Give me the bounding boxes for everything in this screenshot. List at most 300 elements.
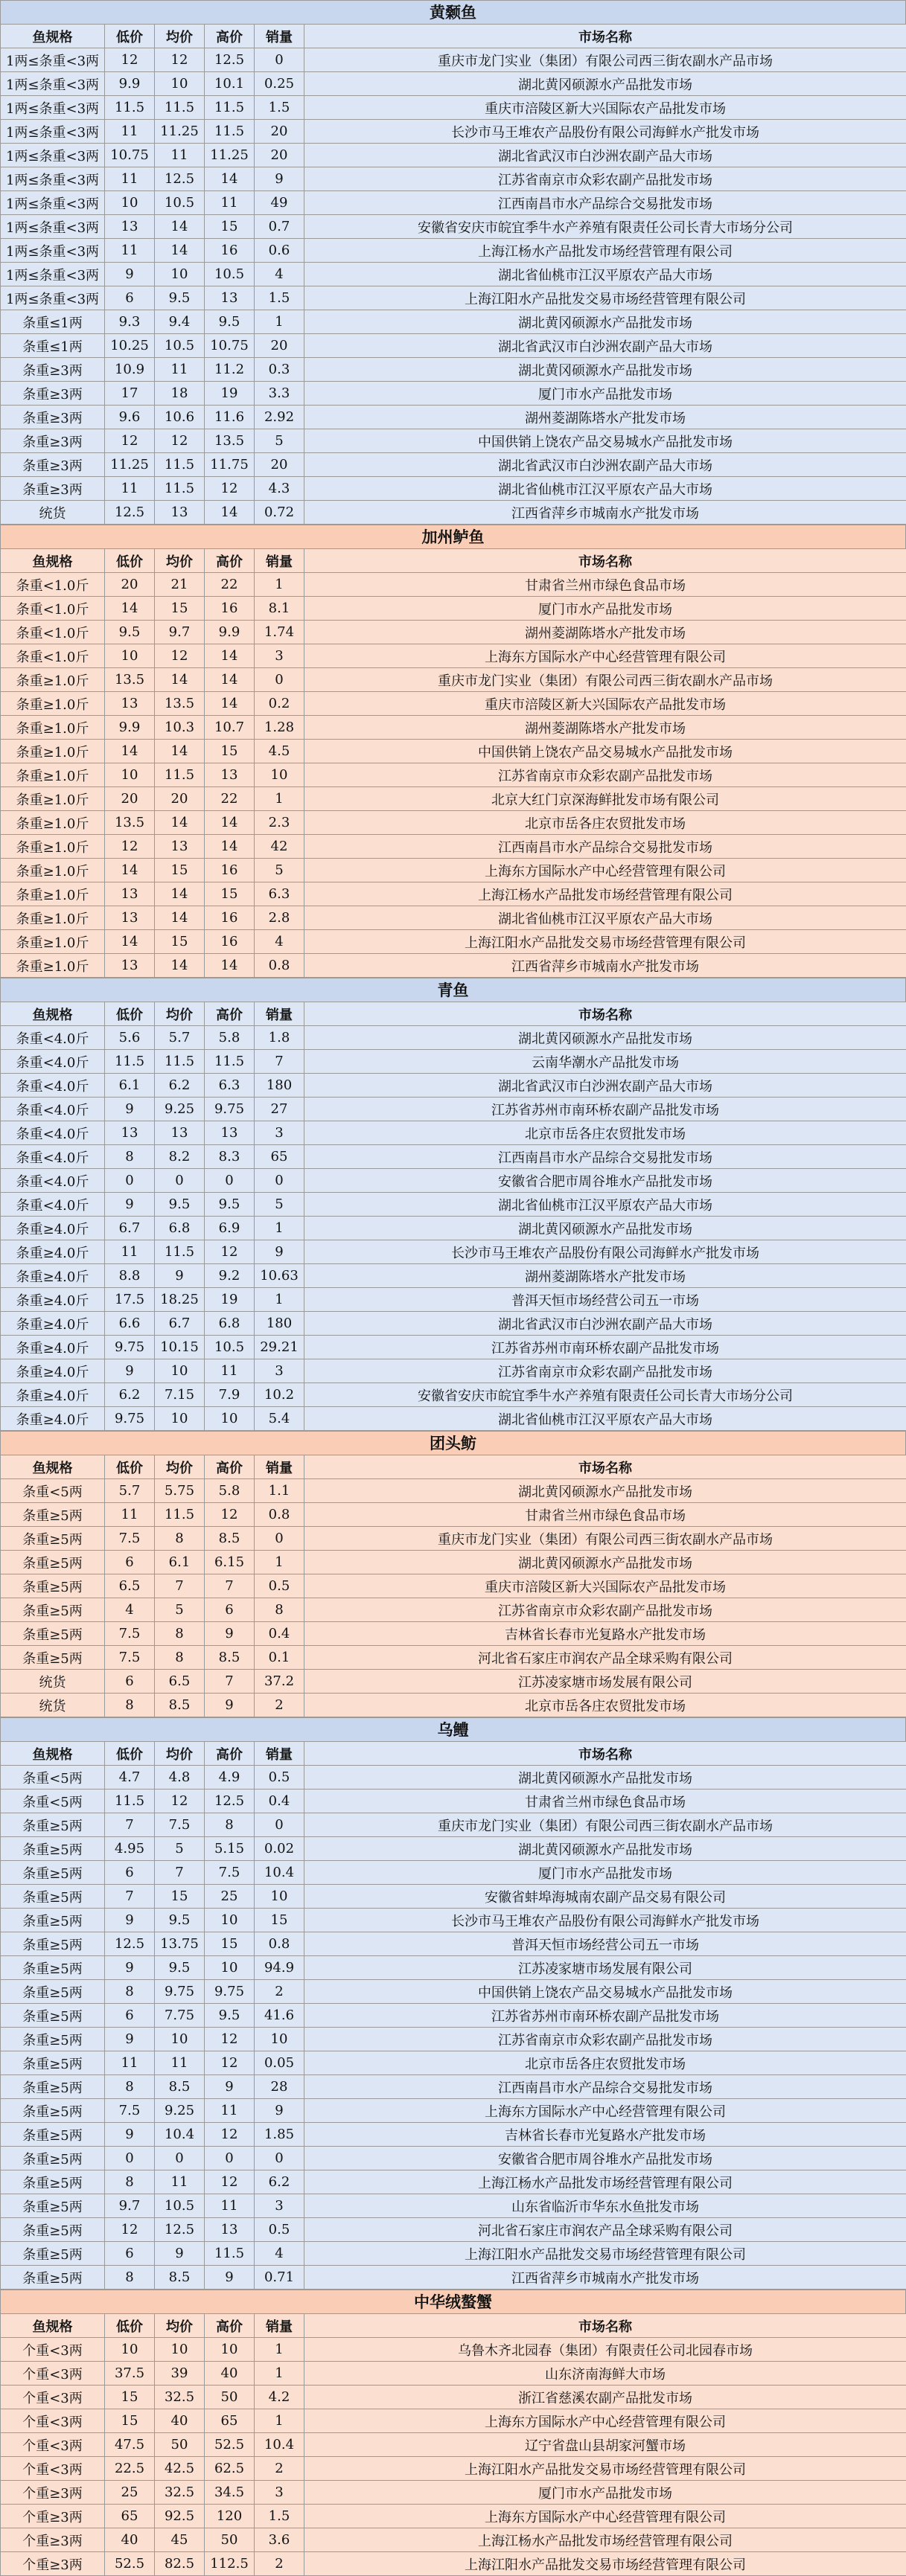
volume-cell: 8.1 xyxy=(255,597,304,621)
table-row xyxy=(1,382,906,406)
spec-cell: 条重≥5两 xyxy=(1,1574,105,1598)
table-row xyxy=(1,2362,906,2386)
low-price-cell: 8 xyxy=(105,1980,155,2004)
table-row xyxy=(1,2099,906,2123)
market-name-cell: 吉林省长春市光复路水产批发市场 xyxy=(304,2123,906,2147)
low-price-cell: 10.25 xyxy=(105,334,155,358)
avg-price-cell: 11.5 xyxy=(155,763,205,787)
low-price-cell: 9.6 xyxy=(105,406,155,429)
avg-price-cell: 50 xyxy=(155,2433,205,2457)
market-name-cell: 湖北省武汉市白沙洲农副产品大市场 xyxy=(304,334,906,358)
low-price-cell: 9.75 xyxy=(105,1336,155,1359)
table-row xyxy=(1,1145,906,1169)
table-row xyxy=(1,1288,906,1312)
high-price-cell: 16 xyxy=(205,239,255,263)
high-price-cell: 9.5 xyxy=(205,1193,255,1217)
market-name-cell: 湖北黄冈硕源水产品批发市场 xyxy=(304,1026,906,1050)
volume-cell: 0.5 xyxy=(255,2218,304,2242)
avg-price-cell: 14 xyxy=(155,882,205,906)
market-name-cell: 湖北黄冈硕源水产品批发市场 xyxy=(304,1766,906,1790)
table-row xyxy=(1,1527,906,1551)
spec-cell: 个重<3两 xyxy=(1,2409,105,2433)
volume-cell: 180 xyxy=(255,1074,304,1098)
table-row xyxy=(1,740,906,763)
market-name-cell: 湖北省仙桃市江汉平原农产品大市场 xyxy=(304,1407,906,1431)
volume-cell: 37.2 xyxy=(255,1670,304,1694)
high-price-cell: 8.3 xyxy=(205,1145,255,1169)
spec-cell: 统货 xyxy=(1,1694,105,1717)
high-price-cell: 12 xyxy=(205,1240,255,1264)
market-name-header: 市场名称 xyxy=(304,1742,906,1766)
volume-cell: 1 xyxy=(255,2338,304,2362)
volume-cell: 1.1 xyxy=(255,1479,304,1503)
low-price-cell: 9 xyxy=(105,1098,155,1121)
spec-cell: 条重≥3两 xyxy=(1,429,105,453)
high-price-cell: 52.5 xyxy=(205,2433,255,2457)
avg-price-header: 均价 xyxy=(155,1742,205,1766)
market-name-cell: 上海江阳水产品批发交易市场经营管理有限公司 xyxy=(304,286,906,310)
volume-cell: 10.63 xyxy=(255,1264,304,1288)
low-price-cell: 9 xyxy=(105,1193,155,1217)
table-row xyxy=(1,2218,906,2242)
volume-cell: 49 xyxy=(255,191,304,215)
table-row xyxy=(1,1121,906,1145)
spec-cell: 条重≥4.0斤 xyxy=(1,1264,105,1288)
market-name-cell: 湖北黄冈硕源水产品批发市场 xyxy=(304,310,906,334)
high-price-cell: 14 xyxy=(205,835,255,859)
avg-price-cell: 9 xyxy=(155,2242,205,2266)
table-row xyxy=(1,501,906,525)
volume-cell: 0.8 xyxy=(255,1503,304,1527)
low-price-cell: 7.5 xyxy=(105,1622,155,1646)
spec-cell: 条重≥1.0斤 xyxy=(1,954,105,978)
volume-cell: 10.4 xyxy=(255,1861,304,1885)
low-price-cell: 6.2 xyxy=(105,1383,155,1407)
volume-cell: 41.6 xyxy=(255,2004,304,2028)
low-price-cell: 8 xyxy=(105,2075,155,2099)
table-row xyxy=(1,1169,906,1193)
market-name-cell: 普洱天恒市场经营公司五一市场 xyxy=(304,1288,906,1312)
table-row xyxy=(1,2266,906,2290)
low-price-cell: 10 xyxy=(105,763,155,787)
avg-price-cell: 8 xyxy=(155,1527,205,1551)
market-name-cell: 湖北省武汉市白沙洲农副产品大市场 xyxy=(304,1074,906,1098)
high-price-cell: 10 xyxy=(205,1909,255,1932)
volume-cell: 10.2 xyxy=(255,1383,304,1407)
volume-cell: 0.05 xyxy=(255,2051,304,2075)
low-price-cell: 25 xyxy=(105,2481,155,2505)
market-name-cell: 湖北黄冈硕源水产品批发市场 xyxy=(304,72,906,96)
avg-price-cell: 13 xyxy=(155,1121,205,1145)
low-price-header: 低价 xyxy=(105,1455,155,1479)
volume-cell: 5 xyxy=(255,859,304,882)
table-row xyxy=(1,2123,906,2147)
avg-price-cell: 10.4 xyxy=(155,2123,205,2147)
high-price-cell: 14 xyxy=(205,811,255,835)
market-name-cell: 湖北黄冈硕源水产品批发市场 xyxy=(304,1479,906,1503)
low-price-cell: 10.9 xyxy=(105,358,155,382)
high-price-cell: 11 xyxy=(205,2194,255,2218)
table-row xyxy=(1,1479,906,1503)
market-name-cell: 重庆市龙门实业（集团）有限公司西三街农副水产品市场 xyxy=(304,48,906,72)
section-title: 黄颡鱼 xyxy=(0,0,906,24)
high-price-cell: 13 xyxy=(205,1121,255,1145)
volume-cell: 1 xyxy=(255,2362,304,2386)
high-price-cell: 9 xyxy=(205,2075,255,2099)
low-price-cell: 13 xyxy=(105,1121,155,1145)
high-price-cell: 8.5 xyxy=(205,1646,255,1670)
table-header-row xyxy=(1,549,906,573)
volume-cell: 0.5 xyxy=(255,1574,304,1598)
low-price-cell: 9.75 xyxy=(105,1407,155,1431)
spec-cell: 条重≥5两 xyxy=(1,1813,105,1837)
high-price-cell: 16 xyxy=(205,859,255,882)
table-row xyxy=(1,811,906,835)
table-row xyxy=(1,1670,906,1694)
high-price-cell: 11.6 xyxy=(205,406,255,429)
low-price-cell: 12 xyxy=(105,2218,155,2242)
high-price-cell: 9 xyxy=(205,1694,255,1717)
market-name-cell: 重庆市龙门实业（集团）有限公司西三街农副水产品市场 xyxy=(304,1813,906,1837)
volume-cell: 27 xyxy=(255,1098,304,1121)
price-table xyxy=(0,24,906,525)
high-price-cell: 10.7 xyxy=(205,716,255,740)
avg-price-cell: 82.5 xyxy=(155,2552,205,2576)
spec-cell: 条重≥5两 xyxy=(1,1646,105,1670)
spec-cell: 1两≤条重<3两 xyxy=(1,72,105,96)
market-name-cell: 江西省萍乡市城南水产批发市场 xyxy=(304,954,906,978)
avg-price-cell: 11.5 xyxy=(155,1050,205,1074)
low-price-cell: 14 xyxy=(105,859,155,882)
table-row xyxy=(1,716,906,740)
spec-cell: 条重≥5两 xyxy=(1,2242,105,2266)
high-price-cell: 7.9 xyxy=(205,1383,255,1407)
market-name-cell: 江西省萍乡市城南水产批发市场 xyxy=(304,2266,906,2290)
table-row xyxy=(1,1312,906,1336)
volume-cell: 10.4 xyxy=(255,2433,304,2457)
table-row xyxy=(1,144,906,167)
price-table xyxy=(0,1741,906,2290)
low-price-cell: 12 xyxy=(105,835,155,859)
avg-price-header: 均价 xyxy=(155,1455,205,1479)
volume-cell: 3 xyxy=(255,1121,304,1145)
low-price-cell: 12.5 xyxy=(105,501,155,525)
volume-header: 销量 xyxy=(255,1742,304,1766)
high-price-cell: 12 xyxy=(205,2123,255,2147)
market-name-cell: 上海东方国际水产中心经营管理有限公司 xyxy=(304,2099,906,2123)
high-price-cell: 5.8 xyxy=(205,1479,255,1503)
volume-cell: 1 xyxy=(255,1551,304,1574)
volume-cell: 15 xyxy=(255,1909,304,1932)
spec-cell: 条重≥5两 xyxy=(1,1551,105,1574)
table-header-row xyxy=(1,1742,906,1766)
low-price-cell: 9.3 xyxy=(105,310,155,334)
table-row xyxy=(1,215,906,239)
low-price-cell: 11 xyxy=(105,120,155,144)
spec-cell: 条重≥5两 xyxy=(1,1837,105,1861)
table-row xyxy=(1,1551,906,1574)
table-row xyxy=(1,906,906,930)
volume-cell: 20 xyxy=(255,453,304,477)
spec-header: 鱼规格 xyxy=(1,549,105,573)
table-row xyxy=(1,96,906,120)
avg-price-cell: 10 xyxy=(155,2338,205,2362)
spec-cell: 统货 xyxy=(1,1670,105,1694)
low-price-cell: 11 xyxy=(105,2051,155,2075)
spec-cell: 条重≥1.0斤 xyxy=(1,787,105,811)
volume-cell: 5 xyxy=(255,1193,304,1217)
low-price-cell: 9.9 xyxy=(105,716,155,740)
spec-cell: 个重≥3两 xyxy=(1,2481,105,2505)
section-1 xyxy=(0,0,906,525)
avg-price-cell: 9.75 xyxy=(155,1980,205,2004)
volume-cell: 9 xyxy=(255,167,304,191)
table-row xyxy=(1,2194,906,2218)
avg-price-cell: 4.8 xyxy=(155,1766,205,1790)
high-price-cell: 8.5 xyxy=(205,1527,255,1551)
volume-cell: 1 xyxy=(255,787,304,811)
volume-cell: 0 xyxy=(255,668,304,692)
volume-cell: 2.92 xyxy=(255,406,304,429)
table-row xyxy=(1,1861,906,1885)
low-price-cell: 10 xyxy=(105,191,155,215)
avg-price-cell: 9 xyxy=(155,1264,205,1288)
spec-cell: 条重<5两 xyxy=(1,1479,105,1503)
spec-cell: 条重≥1.0斤 xyxy=(1,763,105,787)
high-price-cell: 11 xyxy=(205,2099,255,2123)
table-row xyxy=(1,1837,906,1861)
high-price-cell: 15 xyxy=(205,882,255,906)
market-name-cell: 甘肃省兰州市绿色食品市场 xyxy=(304,573,906,597)
low-price-cell: 15 xyxy=(105,2386,155,2409)
spec-cell: 条重≥3两 xyxy=(1,382,105,406)
market-name-cell: 普洱天恒市场经营公司五一市场 xyxy=(304,1932,906,1956)
spec-cell: 条重≥4.0斤 xyxy=(1,1312,105,1336)
low-price-header: 低价 xyxy=(105,1742,155,1766)
spec-cell: 条重≤1两 xyxy=(1,334,105,358)
high-price-cell: 11 xyxy=(205,1359,255,1383)
high-price-cell: 11 xyxy=(205,191,255,215)
low-price-cell: 13.5 xyxy=(105,668,155,692)
low-price-cell: 5.6 xyxy=(105,1026,155,1050)
avg-price-cell: 13 xyxy=(155,501,205,525)
spec-header: 鱼规格 xyxy=(1,2314,105,2338)
market-name-cell: 厦门市水产品批发市场 xyxy=(304,2481,906,2505)
high-price-header: 高价 xyxy=(205,25,255,48)
avg-price-cell: 10.6 xyxy=(155,406,205,429)
high-price-cell: 19 xyxy=(205,1288,255,1312)
market-name-cell: 安徽省合肥市周谷堆水产品批发市场 xyxy=(304,2147,906,2170)
table-row xyxy=(1,263,906,286)
avg-price-cell: 14 xyxy=(155,740,205,763)
table-row xyxy=(1,1336,906,1359)
avg-price-cell: 9.4 xyxy=(155,310,205,334)
low-price-cell: 13 xyxy=(105,882,155,906)
table-row xyxy=(1,167,906,191)
market-name-cell: 长沙市马王堆农产品股份有限公司海鲜水产批发市场 xyxy=(304,1240,906,1264)
high-price-cell: 9.75 xyxy=(205,1980,255,2004)
avg-price-cell: 10.5 xyxy=(155,2194,205,2218)
volume-cell: 0.4 xyxy=(255,1622,304,1646)
spec-cell: 条重≥5两 xyxy=(1,2123,105,2147)
high-price-cell: 6 xyxy=(205,1598,255,1622)
avg-price-cell: 14 xyxy=(155,906,205,930)
avg-price-cell: 9.25 xyxy=(155,1098,205,1121)
high-price-header: 高价 xyxy=(205,1455,255,1479)
low-price-cell: 0 xyxy=(105,2147,155,2170)
table-row xyxy=(1,1813,906,1837)
spec-cell: 个重≥3两 xyxy=(1,2528,105,2552)
high-price-cell: 7.5 xyxy=(205,1861,255,1885)
market-name-cell: 北京市岳各庄农贸批发市场 xyxy=(304,1694,906,1717)
high-price-cell: 0 xyxy=(205,1169,255,1193)
low-price-cell: 6.1 xyxy=(105,1074,155,1098)
market-name-cell: 湖州菱湖陈塔水产批发市场 xyxy=(304,406,906,429)
market-name-cell: 江苏省南京市众彩农副产品批发市场 xyxy=(304,1359,906,1383)
market-name-header: 市场名称 xyxy=(304,1002,906,1026)
high-price-cell: 62.5 xyxy=(205,2457,255,2481)
spec-cell: 条重≤1两 xyxy=(1,310,105,334)
low-price-cell: 7.5 xyxy=(105,1646,155,1670)
table-header-row xyxy=(1,25,906,48)
volume-cell: 4 xyxy=(255,2242,304,2266)
table-row xyxy=(1,859,906,882)
spec-cell: 条重<5两 xyxy=(1,1790,105,1813)
table-row xyxy=(1,930,906,954)
low-price-cell: 9 xyxy=(105,1359,155,1383)
spec-cell: 条重<5两 xyxy=(1,1766,105,1790)
spec-header: 鱼规格 xyxy=(1,1002,105,1026)
avg-price-cell: 12 xyxy=(155,48,205,72)
market-name-cell: 上海江杨水产品批发市场经营管理有限公司 xyxy=(304,2528,906,2552)
volume-cell: 5.4 xyxy=(255,1407,304,1431)
table-row xyxy=(1,2147,906,2170)
avg-price-cell: 32.5 xyxy=(155,2481,205,2505)
spec-cell: 条重<1.0斤 xyxy=(1,573,105,597)
avg-price-cell: 10 xyxy=(155,1359,205,1383)
table-row xyxy=(1,72,906,96)
market-name-cell: 湖北省武汉市白沙洲农副产品大市场 xyxy=(304,453,906,477)
avg-price-cell: 14 xyxy=(155,954,205,978)
section-title: 乌鳢 xyxy=(0,1717,906,1741)
market-name-cell: 江苏省苏州市南环桥农副产品批发市场 xyxy=(304,1336,906,1359)
market-name-cell: 重庆市涪陵区新大兴国际农产品批发市场 xyxy=(304,692,906,716)
low-price-cell: 7.5 xyxy=(105,2099,155,2123)
table-row xyxy=(1,477,906,501)
table-header-row xyxy=(1,1002,906,1026)
volume-cell: 8 xyxy=(255,1598,304,1622)
high-price-cell: 120 xyxy=(205,2505,255,2528)
table-row xyxy=(1,2242,906,2266)
avg-price-cell: 11 xyxy=(155,358,205,382)
low-price-cell: 11 xyxy=(105,477,155,501)
market-name-cell: 上海江杨水产品批发市场经营管理有限公司 xyxy=(304,882,906,906)
market-name-cell: 厦门市水产品批发市场 xyxy=(304,1861,906,1885)
spec-cell: 条重≥5两 xyxy=(1,1598,105,1622)
volume-cell: 1.8 xyxy=(255,1026,304,1050)
section-6 xyxy=(0,2290,906,2576)
spec-cell: 1两≤条重<3两 xyxy=(1,239,105,263)
table-row xyxy=(1,1790,906,1813)
high-price-cell: 12 xyxy=(205,477,255,501)
spec-cell: 个重≥3两 xyxy=(1,2505,105,2528)
avg-price-cell: 6.5 xyxy=(155,1670,205,1694)
section-4 xyxy=(0,1431,906,1717)
spec-cell: 条重<4.0斤 xyxy=(1,1026,105,1050)
volume-cell: 42 xyxy=(255,835,304,859)
high-price-header: 高价 xyxy=(205,2314,255,2338)
low-price-cell: 7.5 xyxy=(105,1527,155,1551)
table-header-row xyxy=(1,1455,906,1479)
low-price-cell: 10 xyxy=(105,2338,155,2362)
volume-cell: 9 xyxy=(255,1240,304,1264)
volume-cell: 1.5 xyxy=(255,96,304,120)
spec-cell: 条重≥3两 xyxy=(1,358,105,382)
market-name-cell: 北京市岳各庄农贸批发市场 xyxy=(304,811,906,835)
market-name-cell: 厦门市水产品批发市场 xyxy=(304,382,906,406)
market-name-cell: 中国供销上饶农产品交易城水产品批发市场 xyxy=(304,429,906,453)
high-price-cell: 7 xyxy=(205,1670,255,1694)
high-price-cell: 12 xyxy=(205,1503,255,1527)
low-price-cell: 6 xyxy=(105,286,155,310)
market-name-cell: 江西南昌市水产品综合交易批发市场 xyxy=(304,2075,906,2099)
low-price-cell: 15 xyxy=(105,2409,155,2433)
high-price-cell: 112.5 xyxy=(205,2552,255,2576)
table-row xyxy=(1,1217,906,1240)
low-price-cell: 4 xyxy=(105,1598,155,1622)
low-price-header: 低价 xyxy=(105,25,155,48)
low-price-cell: 6 xyxy=(105,1551,155,1574)
high-price-cell: 9.9 xyxy=(205,621,255,644)
volume-cell: 1 xyxy=(255,573,304,597)
volume-cell: 28 xyxy=(255,2075,304,2099)
avg-price-cell: 7 xyxy=(155,1861,205,1885)
market-name-cell: 重庆市涪陵区新大兴国际农产品批发市场 xyxy=(304,96,906,120)
volume-cell: 94.9 xyxy=(255,1956,304,1980)
volume-cell: 180 xyxy=(255,1312,304,1336)
section-5 xyxy=(0,1717,906,2290)
volume-cell: 3.3 xyxy=(255,382,304,406)
spec-cell: 条重<4.0斤 xyxy=(1,1121,105,1145)
spec-cell: 条重≥5两 xyxy=(1,1527,105,1551)
table-row xyxy=(1,48,906,72)
avg-price-cell: 11.5 xyxy=(155,1503,205,1527)
section-2 xyxy=(0,525,906,978)
avg-price-cell: 12 xyxy=(155,644,205,668)
high-price-cell: 15 xyxy=(205,215,255,239)
spec-cell: 条重≥1.0斤 xyxy=(1,930,105,954)
avg-price-cell: 8.5 xyxy=(155,2075,205,2099)
spec-cell: 个重≥3两 xyxy=(1,2552,105,2576)
avg-price-cell: 8 xyxy=(155,1646,205,1670)
low-price-cell: 9 xyxy=(105,1909,155,1932)
volume-cell: 0.2 xyxy=(255,692,304,716)
high-price-cell: 6.8 xyxy=(205,1312,255,1336)
volume-cell: 3 xyxy=(255,2194,304,2218)
spec-cell: 条重≥5两 xyxy=(1,1909,105,1932)
high-price-cell: 13 xyxy=(205,2218,255,2242)
high-price-cell: 9.5 xyxy=(205,310,255,334)
high-price-cell: 14 xyxy=(205,954,255,978)
market-name-cell: 湖北省仙桃市江汉平原农产品大市场 xyxy=(304,477,906,501)
high-price-cell: 11.75 xyxy=(205,453,255,477)
market-name-cell: 中国供销上饶农产品交易城水产品批发市场 xyxy=(304,740,906,763)
low-price-cell: 40 xyxy=(105,2528,155,2552)
low-price-cell: 20 xyxy=(105,573,155,597)
low-price-cell: 11 xyxy=(105,167,155,191)
high-price-header: 高价 xyxy=(205,1002,255,1026)
table-row xyxy=(1,358,906,382)
